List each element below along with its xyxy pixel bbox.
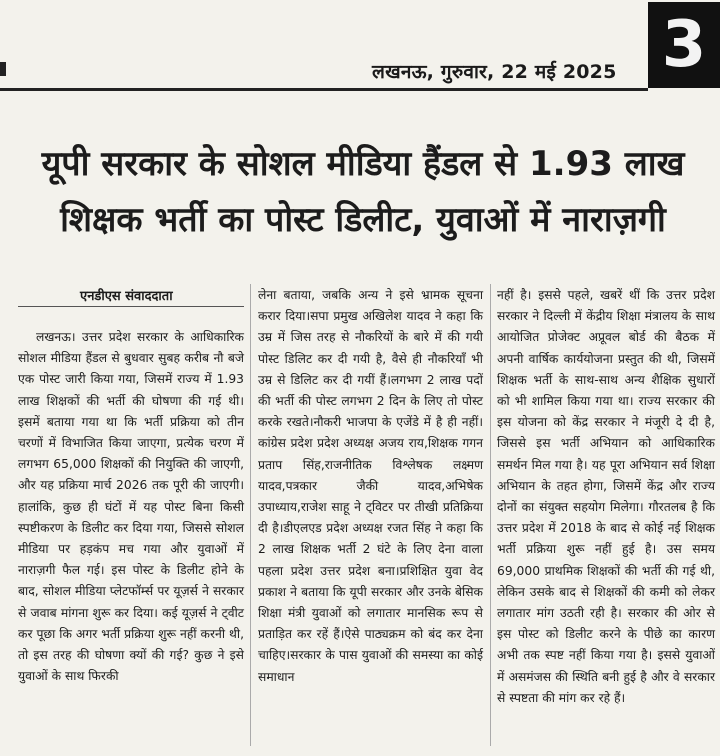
column-divider — [250, 284, 251, 746]
article-column-1 — [18, 327, 244, 687]
dateline: लखनऊ, गुरुवार, 22 मई 2025 — [372, 61, 617, 83]
article-column-3 — [497, 285, 715, 709]
headline-line-1: यूपी सरकार के सोशल मीडिया हैंडल से 1.93 लाख — [41, 144, 685, 184]
headline-line-2: शिक्षक भर्ती का पोस्ट डिलीट, युवाओं में नाराज़गी — [60, 200, 666, 240]
column-1-text: लखनऊ। उत्तर प्रदेश सरकार के आधिकारिक सोशल मीडिया हैंडल से बुधवार सुबह करीब नौ बजे एक पोस्ट जारी किया गया, जिसमें राज्य में 1.93 लाख शिक्षकों की भर्ती की घोषणा की गई थी। इसमें बताया गया था कि भर्ती प्रक्रिया को तीन चरणों में विभाजित किया जाएगा, प्रत्येक चरण में लगभग 65,000 शिक्षकों की नियुक्ति की जाएगी, और यह प्रक्रिया मार्च 2026 तक पूरी की जाएगी। हालांकि, कुछ ही घंटों में यह पोस्ट बिना किसी स्पष्टीकरण के डिलीट कर दिया गया, जिससे सोशल मीडिया पर हड़कंप मच गया और युवाओं में नाराज़गी फैल गई। इस पोस्ट के डिलीट होने के बाद, सोशल मीडिया प्लेटफॉर्म्स पर यूज़र्स ने सरकार से जवाब मांगना शुरू कर दिया। कई यूज़र्स ने ट्वीट कर पूछा कि अगर भर्ती प्रक्रिया शुरू नहीं करनी थी, तो इस तरह की घोषणा क्यों की गई? कुछ ने इसे युवाओं के साथ फिरकी — [18, 330, 244, 684]
edge-mark — [0, 62, 6, 76]
page-header — [0, 0, 720, 100]
article-column-2 — [258, 285, 483, 688]
page-number: 3 — [648, 2, 720, 88]
header-rule — [0, 88, 648, 91]
headline — [18, 136, 708, 248]
column-2-text: लेना बताया, जबकि अन्य ने इसे भ्रामक सूचना करार दिया।सपा प्रमुख अखिलेश यादव ने कहा कि उम्र में जिस तरह से नौकरियों के बारे में की गयी पोस्ट डिलिट कर दी गयी है, वैसे ही नौकरियाँ भी उम्र से डिलिट कर दी गयीं हैं।लगभग 2 लाख पदों की भर्ती की पोस्ट लगभग 2 दिन के लिए तो पोस्ट करके रखते।नौकरी भाजपा के एजेंडे में है ही नहीं।कांग्रेस प्रदेश प्रदेश अध्यक्ष अजय राय,शिक्षक गगन प्रताप सिंह,राजनीतिक विश्लेषक लक्ष्मण यादव,पत्रकार जैकी यादव,अभिषेक उपाध्याय,राजेश साहू ने ट्विटर पर तीखी प्रतिक्रिया दी है।डीएलएड प्रदेश अध्यक्ष रजत सिंह ने कहा कि 2 लाख शिक्षक भर्ती 2 घंटे के लिए देना वाला पहला प्रदेश उत्तर प्रदेश बना।प्रशिक्षित युवा वेद प्रकाश ने बताया कि यूपी सरकार और उनके बेसिक शिक्षा मंत्री युवाओं को लगातार मानसिक रूप से प्रताड़ित कर रहें हैं।ऐसे पाठ्यक्रम को बंद कर देना चाहिए।सरकार के पास युवाओं की समस्या का कोई समाधान — [258, 288, 483, 684]
byline: एनडीएस संवाददाता — [80, 289, 173, 304]
column-divider — [490, 284, 491, 746]
byline-rule — [18, 306, 244, 307]
column-3-text: नहीं है। इससे पहले, खबरें थीं कि उत्तर प्रदेश सरकार ने दिल्ली में केंद्रीय शिक्षा मंत्रालय के साथ आयोजित प्रोजेक्ट अप्रूवल बोर्ड की बैठक में अपनी वार्षिक कार्ययोजना प्रस्तुत की थी, जिसमें शिक्षक भर्ती के साथ-साथ अन्य शैक्षिक सुधारों को भी शामिल किया गया था। राज्य सरकार की इस योजना को केंद्र सरकार ने मंजूरी दे दी है, जिससे इस भर्ती अभियान को आधिकारिक समर्थन मिल गया है। यह पूरा अभियान सर्व शिक्षा अभियान के तहत होगा, जिसमें केंद्र और राज्य दोनों का संयुक्त सहयोग मिलेगा। गौरतलब है कि उत्तर प्रदेश में 2018 के बाद से कोई नई शिक्षक भर्ती प्रक्रिया शुरू नहीं हुई है। उस समय 69,000 प्राथमिक शिक्षकों की भर्ती की गई थी, लेकिन उसके बाद से शिक्षकों की कमी को लेकर लगातार मांग उठती रही है। सरकार की ओर से इस पोस्ट को डिलीट करने के पीछे का कारण अभी तक स्पष्ट नहीं किया गया है। इससे युवाओं में असमंजस की स्थिति बनी हुई है और वे सरकार से स्पष्टता की मांग कर रहे हैं। — [497, 288, 715, 705]
